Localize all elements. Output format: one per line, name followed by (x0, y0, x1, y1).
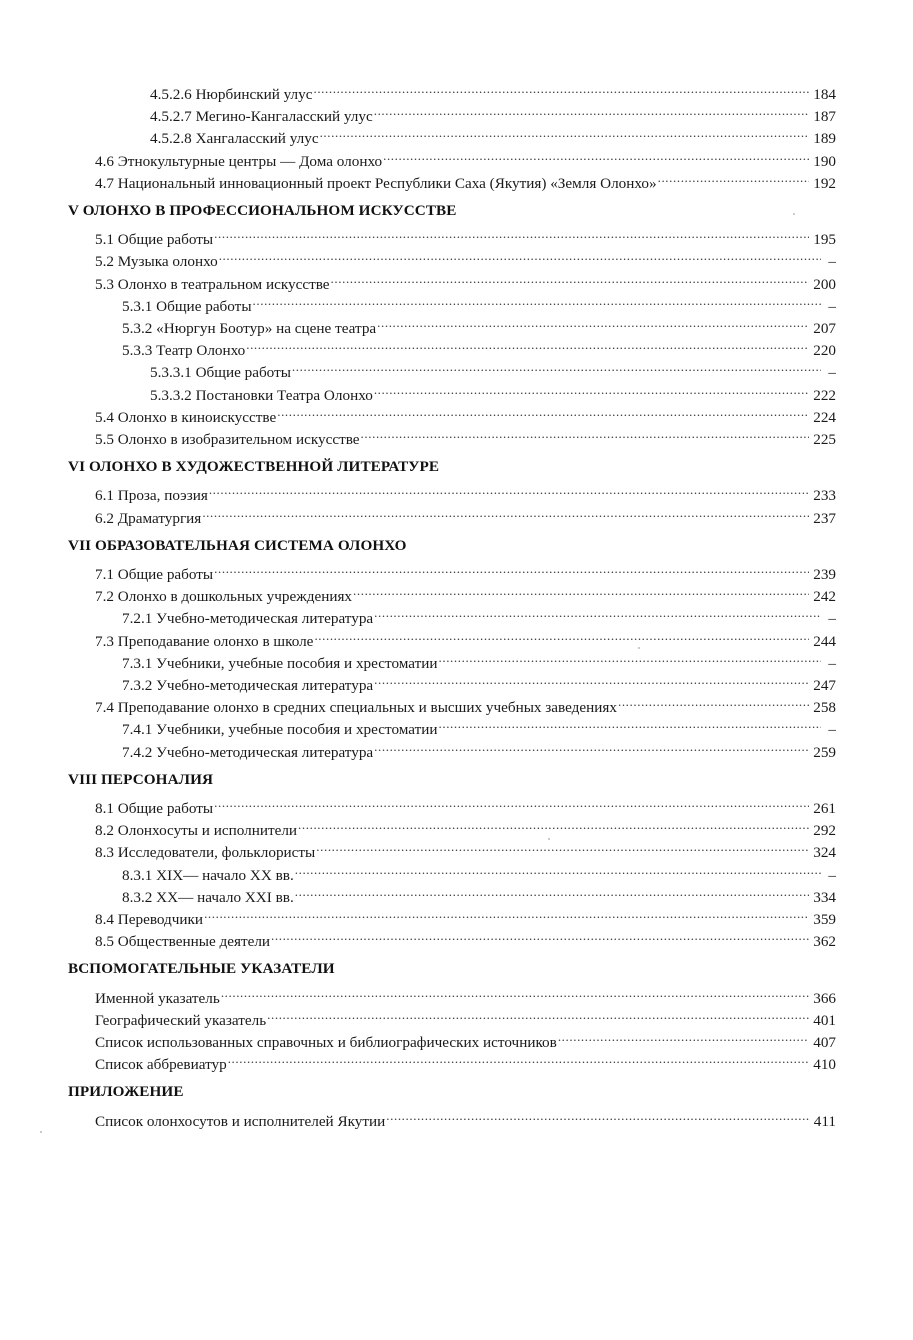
toc-entry-text: Географический указатель (95, 1011, 267, 1029)
toc-entry-page: 359 (813, 911, 836, 928)
toc-entry-number: 5.3 (95, 275, 114, 293)
toc-entry[interactable] (95, 267, 836, 293)
toc-entry[interactable] (122, 735, 836, 761)
dot-leader (246, 333, 809, 355)
toc-entry-text: Этнокультурные центры — Дома олонхо (117, 152, 383, 170)
dot-leader (320, 121, 809, 143)
toc-entry-number: 4.5.2.8 (150, 130, 192, 148)
toc-entry[interactable] (95, 981, 836, 1007)
dot-leader (267, 1003, 809, 1025)
toc-entry-number: 4.6 (95, 152, 114, 170)
section-heading: VI ОЛОНХО В ХУДОЖЕСТВЕННОЙ ЛИТЕРАТУРЕ (68, 458, 440, 476)
toc-entry[interactable] (95, 244, 836, 271)
toc-entry-page: 244 (813, 632, 836, 650)
dot-leader (271, 924, 809, 946)
toc-entry-number: 8.4 (95, 911, 114, 928)
dot-leader (277, 400, 809, 422)
toc-entry-number: 8.3.2 (122, 888, 153, 906)
dot-leader (374, 601, 821, 623)
dot-leader (377, 311, 809, 333)
toc-entry-number: 5.3.3 (122, 342, 153, 360)
dot-leader (204, 902, 809, 924)
dot-leader (374, 378, 809, 400)
toc-entry[interactable] (95, 144, 836, 170)
scan-speck (638, 647, 640, 649)
toc-entry-number: 8.1 (95, 800, 114, 817)
toc-entry[interactable] (122, 289, 836, 315)
toc-entry-number: 7.4 (95, 699, 114, 717)
toc-entry-title (95, 1054, 228, 1076)
toc-entry[interactable] (150, 121, 836, 148)
section-heading: ПРИЛОЖЕНИЕ (68, 1083, 184, 1101)
toc-entry-number: 5.3.3.2 (150, 386, 192, 404)
toc-entry-page: 242 (813, 588, 836, 606)
toc-entry-text: Хангаласский улус (195, 130, 319, 148)
toc-entry[interactable] (150, 77, 836, 103)
toc-entry[interactable] (95, 1047, 836, 1074)
toc-entry-page: 292 (813, 822, 836, 840)
toc-entry-text: Общие работы (117, 800, 214, 817)
toc-entry[interactable] (122, 880, 836, 906)
toc-entry-text: XIX— начало XX вв. (156, 866, 294, 884)
toc-entry-text: Олонхо в театральном искусстве (117, 275, 330, 293)
toc-entry-text: Учебно-методическая литература (156, 677, 374, 694)
dot-leader (383, 144, 809, 166)
toc-entry-page: 207 (813, 320, 836, 337)
toc-entry-page: – (828, 610, 836, 628)
dot-leader (313, 77, 809, 99)
section-heading: V ОЛОНХО В ПРОФЕССИОНАЛЬНОМ ИСКУССТВЕ (68, 202, 457, 219)
toc-entry-text: Общие работы (117, 231, 214, 249)
toc-entry[interactable] (95, 902, 836, 928)
toc-entry-page: 224 (813, 408, 836, 426)
toc-entry-page: 192 (813, 174, 836, 192)
toc-entry-page: 366 (813, 989, 836, 1007)
toc-entry[interactable] (122, 311, 836, 337)
toc-entry-page: 258 (813, 699, 836, 717)
dot-leader (558, 1025, 809, 1047)
dot-leader (214, 222, 809, 244)
toc-entry-page: 237 (813, 509, 836, 527)
toc-entry-text: Олонхосуты и исполнители (117, 822, 298, 840)
section-heading: ВСПОМОГАТЕЛЬНЫЕ УКАЗАТЕЛИ (68, 960, 335, 978)
toc-entry-text: Олонхо в дошкольных учреждениях (117, 588, 353, 606)
toc-entry[interactable] (122, 668, 836, 694)
dot-leader (353, 579, 809, 601)
toc-entry-page: 261 (813, 800, 836, 817)
toc-entry-page: 247 (813, 677, 836, 694)
toc-entry-page: 225 (813, 431, 836, 448)
toc-entry-page: – (828, 721, 836, 739)
toc-entry-number: 4.7 (95, 174, 114, 192)
toc-entry[interactable] (95, 400, 836, 426)
toc-entry-page: 184 (813, 86, 836, 103)
dot-leader (386, 1104, 809, 1126)
toc-entry-page: 411 (813, 1112, 836, 1130)
toc-entry-text: Переводчики (117, 911, 204, 928)
dot-leader (219, 244, 821, 266)
toc-entry-title (95, 931, 271, 953)
dot-leader (439, 712, 822, 734)
toc-entry-page: 189 (813, 130, 836, 148)
toc-entry[interactable] (95, 624, 836, 650)
dot-leader (221, 981, 809, 1003)
toc-entry-text: Список олонхосутов и исполнителей Якутии (95, 1112, 386, 1130)
dot-leader (374, 668, 809, 690)
toc-entry-text: Учебники, учебные пособия и хрестоматии (156, 654, 438, 672)
toc-entry-number: 5.3.3.1 (150, 364, 192, 382)
toc-entry-number: 8.2 (95, 822, 114, 840)
toc-entry-text: Список аббревиатур (95, 1056, 227, 1074)
toc-entry-text: Театр Олонхо (156, 342, 246, 360)
scan-speck (548, 838, 550, 840)
toc-entry-text: Исследователи, фольклористы (117, 844, 316, 862)
toc-entry-number: 4.5.2.7 (150, 108, 192, 126)
toc-entry-text: Олонхо в киноискусстве (117, 408, 277, 426)
toc-entry-text: Общие работы (195, 364, 291, 382)
toc-entry-page: 187 (813, 108, 836, 126)
toc-entry-page: – (828, 654, 836, 672)
toc-entry[interactable] (95, 422, 836, 448)
toc-entry-text: Учебники, учебные пособия и хрестоматии (156, 721, 438, 739)
toc-entry-text: Именной указатель (95, 989, 220, 1007)
toc-entry-text: Национальный инновационный проект Республики Саха (Якутия) «Земля Олонхо» (117, 174, 657, 192)
toc-entry[interactable] (95, 557, 836, 583)
toc-entry[interactable] (122, 601, 836, 628)
toc-entry[interactable] (150, 378, 836, 404)
dot-leader (214, 557, 809, 579)
dot-leader (331, 267, 809, 289)
toc-entry-page: 195 (813, 231, 836, 249)
dot-leader (374, 99, 809, 121)
toc-entry-text: «Нюргун Боотур» на сцене театра (156, 320, 377, 337)
toc-entry[interactable] (122, 858, 836, 884)
toc-entry[interactable] (95, 791, 836, 817)
toc-entry-text: Список использованных справочных и библиографических источников (95, 1034, 557, 1051)
toc-entry-page: – (828, 253, 836, 271)
dot-leader (295, 858, 821, 880)
toc-entry-page: – (828, 297, 836, 315)
toc-entry-number: 8.3 (95, 844, 114, 862)
toc-entry-text: Проза, поэзия (117, 487, 208, 505)
toc-entry-text: Постановки Театра Олонхо (195, 386, 373, 404)
toc-entry-page: 334 (813, 888, 836, 906)
dot-leader (209, 478, 809, 500)
toc-entry[interactable] (95, 1003, 836, 1029)
toc-entry[interactable] (95, 1025, 836, 1051)
toc-entry-title (95, 1111, 386, 1133)
toc-entry-page: – (828, 866, 836, 884)
toc-entry-page: 239 (813, 566, 836, 583)
toc-entry-text: Музыка олонхо (117, 253, 218, 271)
toc-entry-text: Драматургия (117, 509, 202, 527)
toc-entry-number: 7.3 (95, 632, 114, 650)
toc-entry-page: 410 (813, 1056, 836, 1074)
dot-leader (298, 813, 809, 835)
dot-leader (214, 791, 809, 813)
toc-entry-title (95, 173, 658, 195)
toc-entry-text: Общественные деятели (117, 933, 271, 951)
dot-leader (295, 880, 809, 902)
toc-entry-number: 7.3.2 (122, 677, 153, 694)
toc-entry-page: 190 (813, 152, 836, 170)
dot-leader (228, 1047, 809, 1069)
toc-entry-page: 401 (813, 1011, 836, 1029)
toc-entry-text: XX— начало XXI вв. (156, 888, 294, 906)
toc-entry-number: 7.1 (95, 566, 114, 583)
dot-leader (658, 166, 809, 188)
toc-entry-page: 220 (813, 342, 836, 360)
toc-entry[interactable] (95, 478, 836, 505)
toc-entry-text: Преподавание олонхо в школе (117, 632, 314, 650)
toc-entry-text: Общие работы (117, 566, 214, 583)
toc-entry-page: 233 (813, 487, 836, 505)
dot-leader (314, 624, 809, 646)
toc-entry[interactable] (95, 835, 836, 862)
toc-entry-title (95, 429, 361, 451)
toc-entry-page: 200 (813, 275, 836, 293)
scan-speck (793, 213, 795, 215)
toc-entry-number: 5.5 (95, 431, 114, 448)
toc-entry-page: 324 (813, 844, 836, 862)
toc-entry-page: 222 (813, 386, 836, 404)
toc-entry-text: Учебно-методическая литература (156, 610, 374, 628)
toc-entry-number: 8.5 (95, 933, 114, 951)
toc-entry-text: Общие работы (156, 297, 252, 315)
dot-leader (361, 422, 809, 444)
dot-leader (316, 835, 809, 857)
toc-entry-number: 7.3.1 (122, 654, 153, 672)
toc-entry-number: 7.4.2 (122, 743, 153, 761)
toc-entry[interactable] (150, 99, 836, 126)
toc-entry-number: 5.1 (95, 231, 114, 249)
toc-entry-number: 5.2 (95, 253, 114, 271)
toc-entry[interactable] (95, 222, 836, 249)
toc-entry-text: Учебно-методическая литература (156, 743, 374, 761)
toc-entry-number: 5.4 (95, 408, 114, 426)
toc-entry-page: 259 (813, 743, 836, 761)
toc-entry[interactable] (95, 924, 836, 951)
toc-entry-number: 5.3.1 (122, 297, 153, 315)
toc-entry[interactable] (95, 1104, 836, 1130)
dot-leader (374, 735, 809, 757)
toc-entry-page: – (828, 364, 836, 382)
toc-entry-number: 8.3.1 (122, 866, 153, 884)
section-heading: VIII ПЕРСОНАЛИЯ (68, 770, 214, 788)
dot-leader (439, 646, 822, 668)
toc-entry-title (122, 742, 374, 764)
toc-entry-number: 7.4.1 (122, 721, 153, 739)
dot-leader (202, 501, 809, 523)
toc-entry[interactable] (122, 333, 836, 360)
toc-entry[interactable] (150, 355, 836, 382)
section-heading: VII ОБРАЗОВАТЕЛЬНАЯ СИСТЕМА ОЛОНХО (68, 536, 407, 554)
dot-leader (618, 690, 809, 712)
toc-entry-number: 7.2 (95, 588, 114, 606)
toc-entry[interactable] (95, 813, 836, 840)
toc-entry-page: 407 (813, 1034, 836, 1051)
toc-entry[interactable] (95, 166, 836, 192)
toc-entry[interactable] (122, 646, 836, 672)
toc-entry[interactable] (122, 712, 836, 739)
dot-leader (253, 289, 821, 311)
toc-entry-title (95, 508, 202, 530)
toc-entry[interactable] (95, 501, 836, 527)
toc-entry-number: 7.2.1 (122, 610, 153, 628)
toc-entry-number: 6.2 (95, 509, 114, 527)
dot-leader (292, 355, 821, 377)
toc-entry-number: 5.3.2 (122, 320, 153, 337)
toc-entry-number: 6.1 (95, 487, 114, 505)
toc-entry-number: 4.5.2.6 (150, 86, 192, 103)
toc-entry[interactable] (95, 690, 836, 717)
toc-entry-text: Нюрбинский улус (195, 86, 313, 103)
scan-speck (40, 1131, 42, 1133)
toc-entry-page: 362 (813, 933, 836, 951)
toc-entry-text: Преподавание олонхо в средних специальных и высших учебных заведениях (117, 699, 617, 717)
toc-entry[interactable] (95, 579, 836, 606)
toc-entry-text: Олонхо в изобразительном искусстве (117, 431, 360, 448)
toc-entry-text: Мегино-Кангаласский улус (195, 108, 373, 126)
